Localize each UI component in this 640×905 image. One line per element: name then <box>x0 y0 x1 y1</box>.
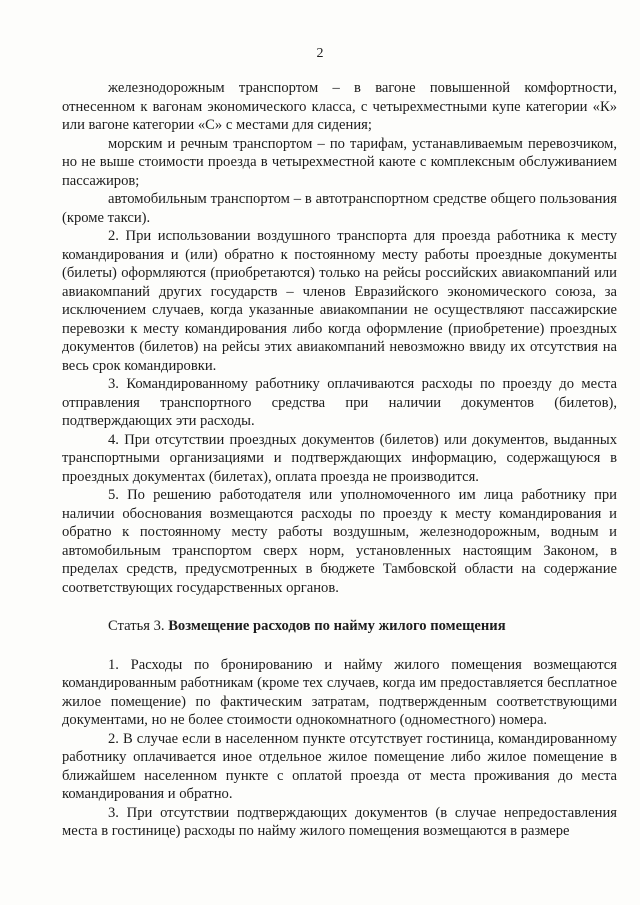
paragraph-missing-tickets: 4. При отсутствии проездных документов (билетов) или документов, выданных транспортными организациями и подтверждающих информацию, содержащуюся в проездных документах (билетах), оплата проезда не производится. <box>62 431 617 485</box>
article-heading <box>62 617 617 636</box>
page-number: 2 <box>316 46 324 61</box>
paragraph-booking-expenses: 1. Расходы по бронированию и найму жилого помещения возмещаются командированным работникам (кроме тех случаев, когда им предоставляется бесплатное жилое помещение) по фактическим затратам, подтвержденным соответствующими документами, но не более стоимости однокомнатного (одноместного) номера. <box>62 656 617 728</box>
paragraph-road-transport: автомобильным транспортом – в автотранспортном средстве общего пользования (кроме такси). <box>62 191 617 226</box>
article-title: Возмещение расходов по найму жилого помещения <box>168 618 506 634</box>
paragraph-rail-transport: железнодорожным транспортом – в вагоне повышенной комфортности, отнесенном к вагонам экономического класса, с четырехместными купе категории «К» или вагоне категории «С» с местами для сидения; <box>62 80 617 133</box>
document-body <box>62 79 617 841</box>
paragraph-no-documents: 3. При отсутствии подтверждающих документов (в случае непредоставления места в гостинице) расходы по найму жилого помещения возмещаются в размере <box>62 804 617 839</box>
paragraph-departure-expenses: 3. Командированному работнику оплачиваются расходы по проезду до места отправления транспортного средства при наличии документов (билетов), подтверждающих эти расходы. <box>62 376 617 429</box>
article-prefix: Статья 3. <box>108 618 165 634</box>
paragraph-air-transport: 2. При использовании воздушного транспорта для проезда работника к месту командирования и (или) обратно к постоянному месту работы проездные документы (билеты) оформляются (приобретаются) только на рейсы российских авиакомпаний или авиакомпаний других государств – членов Евразийского экономического союза, за исключением случаев, когда указанные авиакомпании не осуществляют пассажирские перевозки к месту командирования либо когда оформление (приобретение) проездных документов (билетов) на рейсы этих авиакомпаний невозможно ввиду их отсутствия на весь срок командировки. <box>62 228 617 374</box>
paragraph-sea-river-transport: морским и речным транспортом – по тарифам, устанавливаемым перевозчиком, но не выше стоимости проезда в четырехместной каюте с комплексным обслуживанием пассажиров; <box>62 135 617 189</box>
paragraph-employer-decision: 5. По решению работодателя или уполномоченного им лица работнику при наличии обоснования возмещаются расходы по проезду к месту командирования и обратно к постоянному месту работы воздушным, железнодорожным, водным и автомобильным транспортом сверх норм, установленных настоящим Законом, в пределах средств, предусмотренных в бюджете Тамбовской области на содержание соответствующих государственных органов. <box>62 487 617 596</box>
paragraph-no-hotel: 2. В случае если в населенном пункте отсутствует гостиница, командированному работнику оплачивается иное отдельное жилое помещение либо жилое помещение в ближайшем населенном пункте с оплатой проезда от места проживания до места командирования и обратно. <box>62 730 617 802</box>
